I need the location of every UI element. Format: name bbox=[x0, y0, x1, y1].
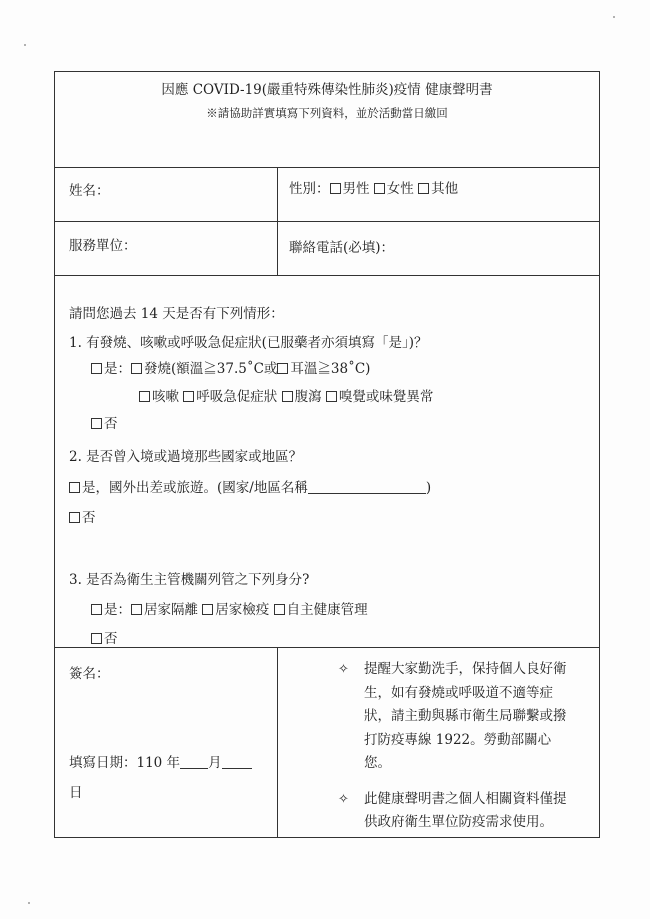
gender-male-checkbox[interactable] bbox=[330, 183, 341, 194]
q2-no-checkbox[interactable] bbox=[69, 512, 80, 523]
date-row bbox=[69, 751, 252, 771]
country-input-line[interactable] bbox=[308, 481, 426, 494]
gender-other-label: 其他 bbox=[431, 181, 459, 197]
note-item bbox=[338, 788, 578, 835]
signature-label: 簽名： bbox=[69, 666, 110, 682]
q3-text: 3. 是否為衛生主管機關列管之下列身分? bbox=[69, 572, 310, 588]
gender-other-checkbox[interactable] bbox=[418, 183, 429, 194]
q3-yes-row bbox=[91, 598, 368, 618]
q2-yes-checkbox[interactable] bbox=[69, 482, 80, 493]
date-prefix: 填寫日期：110 年 bbox=[69, 755, 181, 771]
scan-speck bbox=[24, 44, 26, 46]
sparkle-bullet-icon: ✧ bbox=[338, 662, 349, 677]
q3-home-quarantine-checkbox[interactable] bbox=[202, 604, 213, 615]
q2-yes-row bbox=[69, 476, 431, 496]
q1-cough-checkbox[interactable] bbox=[139, 391, 150, 402]
q3-no-row bbox=[91, 627, 118, 647]
divider bbox=[55, 275, 599, 276]
health-declaration-form bbox=[54, 71, 600, 838]
q1-fever-checkbox[interactable] bbox=[131, 363, 142, 374]
month-input-line[interactable] bbox=[180, 756, 208, 769]
day-input-line[interactable] bbox=[222, 756, 252, 769]
q3-yes-label: 是： bbox=[104, 602, 131, 618]
q1-yes-checkbox[interactable] bbox=[91, 363, 102, 374]
q2-yes-close: ) bbox=[425, 480, 432, 496]
scan-speck bbox=[613, 16, 615, 18]
q1-no-row bbox=[91, 412, 118, 432]
note-item bbox=[338, 658, 578, 776]
q2-no-row bbox=[69, 506, 96, 526]
q1-breath-checkbox[interactable] bbox=[183, 391, 194, 402]
q2-no-label: 否 bbox=[82, 510, 96, 526]
questions-intro: 請問您過去 14 天是否有下列情形： bbox=[69, 306, 284, 322]
q3-self-health-label: 自主健康管理 bbox=[286, 602, 368, 618]
unit-label: 服務單位： bbox=[69, 238, 137, 254]
q2-text: 2. 是否曾入境或過境那些國家或地區？ bbox=[69, 449, 303, 465]
q3-yes-checkbox[interactable] bbox=[91, 604, 102, 615]
gender-field bbox=[289, 177, 458, 197]
date-day-label: 日 bbox=[69, 785, 83, 801]
q1-text: 1. 有發燒、咳嗽或呼吸急促症狀(已服藥者亦須填寫「是」)？ bbox=[69, 335, 428, 351]
form-subtitle: ※請協助詳實填寫下列資料，並於活動當日繳回 bbox=[206, 106, 448, 120]
scan-speck bbox=[28, 902, 30, 904]
q1-cough-label: 咳嗽 bbox=[152, 389, 179, 405]
q3-self-health-checkbox[interactable] bbox=[274, 604, 285, 615]
q1-symptoms-row bbox=[139, 385, 433, 405]
divider bbox=[55, 647, 599, 648]
sparkle-bullet-icon: ✧ bbox=[338, 791, 349, 807]
q1-yes-row bbox=[91, 357, 370, 377]
name-label: 姓名： bbox=[69, 183, 110, 199]
q3-home-isolation-checkbox[interactable] bbox=[131, 604, 142, 615]
q1-breath-label: 呼吸急促症狀 bbox=[196, 389, 278, 405]
q1-smell-taste-checkbox[interactable] bbox=[326, 391, 337, 402]
q1-ear-temp-checkbox[interactable] bbox=[277, 363, 288, 374]
form-title: 因應 COVID-19(嚴重特殊傳染性肺炎)疫情 健康聲明書 bbox=[161, 82, 493, 98]
divider bbox=[55, 167, 599, 168]
gender-female-checkbox[interactable] bbox=[374, 183, 385, 194]
column-divider bbox=[277, 167, 278, 275]
gender-female-label: 女性 bbox=[386, 181, 414, 197]
notes-box bbox=[338, 658, 578, 847]
q2-yes-label: 是，國外出差或旅遊。(國家/地區名稱 bbox=[82, 480, 308, 496]
q3-home-isolation-label: 居家隔離 bbox=[144, 602, 198, 618]
q1-no-label: 否 bbox=[104, 416, 118, 432]
note-text: 提醒大家勤洗手，保持個人良好衛生，如有發燒或呼吸道不適等症狀，請主動與縣市衛生局聯繫或撥打防疫專線 1922。勞動部關心您。 bbox=[364, 661, 567, 771]
gender-label: 性別： bbox=[289, 181, 330, 197]
column-divider bbox=[277, 647, 278, 837]
q1-yes-label: 是： bbox=[104, 361, 131, 377]
divider bbox=[55, 221, 599, 222]
q1-diarrhea-checkbox[interactable] bbox=[282, 391, 293, 402]
q1-no-checkbox[interactable] bbox=[91, 418, 102, 429]
q1-smell-taste-label: 嗅覺或味覺異常 bbox=[338, 389, 434, 405]
q3-no-checkbox[interactable] bbox=[91, 633, 102, 644]
q3-no-label: 否 bbox=[104, 631, 118, 647]
gender-male-label: 男性 bbox=[342, 181, 370, 197]
q1-ear-temp-label: 耳溫≧38˚C) bbox=[290, 361, 371, 377]
q1-diarrhea-label: 腹瀉 bbox=[294, 389, 322, 405]
phone-label: 聯絡電話(必填)： bbox=[289, 240, 395, 256]
q1-fever-label: 發燒(額溫≧37.5˚C或 bbox=[144, 361, 278, 377]
date-month-label: 月 bbox=[208, 755, 222, 771]
q3-home-quarantine-label: 居家檢疫 bbox=[215, 602, 270, 618]
note-text: 此健康聲明書之個人相關資料僅提供政府衛生單位防疫需求使用。 bbox=[364, 790, 567, 830]
